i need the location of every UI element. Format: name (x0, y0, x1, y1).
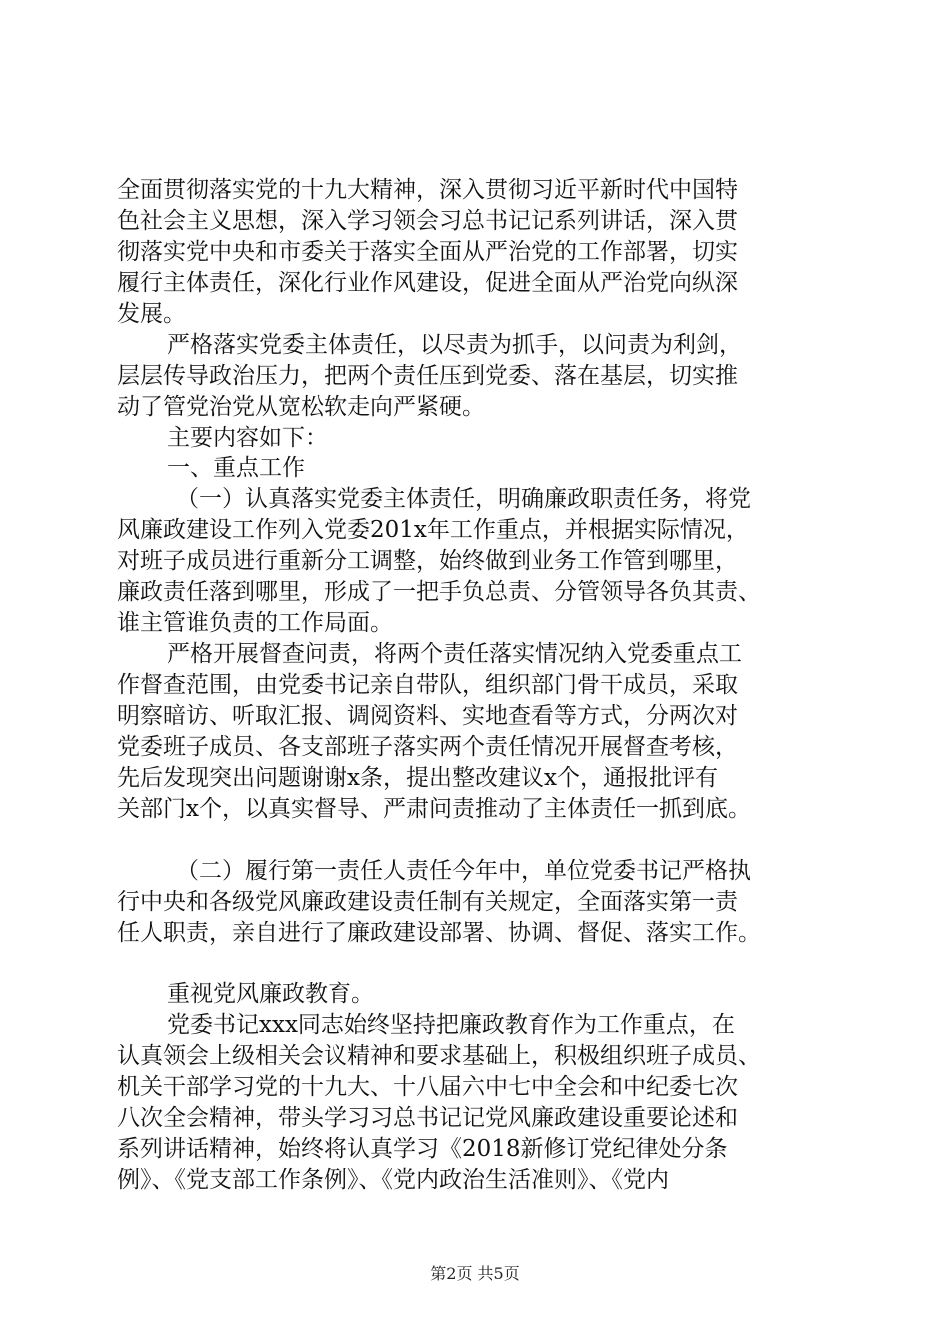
paragraph-line: （二）履行第一责任人责任今年中，单位党委书记严格执 (176, 858, 751, 884)
paragraph-line: 层层传导政治压力，把两个责任压到党委、落在基层，切实推 (117, 363, 738, 389)
section-heading: 一、重点工作 (167, 455, 305, 481)
paragraph-line: 廉政责任落到哪里，形成了一把手负总责、分管领导各负其责、 (117, 579, 761, 605)
page-number: 第2页 共5页 (430, 1264, 520, 1283)
paragraph-line: 发展。 (117, 301, 186, 327)
paragraph-line: 明察暗访、听取汇报、调阅资料、实地查看等方式，分两次对 (117, 703, 738, 729)
paragraph-line: 严格开展督查问责，将两个责任落实情况纳入党委重点工 (167, 641, 742, 667)
paragraph-line: 履行主体责任，深化行业作风建设，促进全面从严治党向纵深 (117, 270, 738, 296)
paragraph-line: 动了管党治党从宽松软走向严紧硬。 (117, 394, 485, 420)
paragraph-line: 认真领会上级相关会议精神和要求基础上，积极组织班子成员、 (117, 1043, 761, 1069)
paragraph-line: 对班子成员进行重新分工调整，始终做到业务工作管到哪里， (117, 548, 738, 574)
paragraph-line: 彻落实党中央和市委关于落实全面从严治党的工作部署，切实 (117, 239, 738, 265)
paragraph-line: 主要内容如下： (167, 425, 328, 451)
paragraph-line: 关部门x个，以真实督导、严肃问责推动了主体责任一抓到底。 (117, 796, 751, 822)
paragraph-line: 先后发现突出问题谢谢x条，提出整改建议x个，通报批评有 (117, 765, 718, 791)
paragraph-line: 风廉政建设工作列入党委201x年工作重点，并根据实际情况， (117, 517, 749, 543)
paragraph-line: 八次全会精神，带头学习习总书记记党风廉政建设重要论述和 (117, 1105, 738, 1131)
paragraph-line: 作督查范围，由党委书记亲自带队，组织部门骨干成员，采取 (117, 672, 738, 698)
paragraph-line: 行中央和各级党风廉政建设责任制有关规定，全面落实第一责 (117, 889, 738, 915)
paragraph-line: 系列讲话精神，始终将认真学习《2018新修订党纪律处分条 (117, 1136, 728, 1162)
paragraph-line: 全面贯彻落实党的十九大精神，深入贯彻习近平新时代中国特 (117, 177, 738, 203)
paragraph-line: 机关干部学习党的十九大、十八届六中七中全会和中纪委七次 (117, 1074, 738, 1100)
paragraph-line: 党委书记xxx同志始终坚持把廉政教育作为工作重点，在 (167, 1012, 735, 1038)
paragraph-line: 任人职责，亲自进行了廉政建设部署、协调、督促、落实工作。 (117, 920, 761, 946)
paragraph-line: 谁主管谁负责的工作局面。 (117, 610, 393, 636)
paragraph-line: 色社会主义思想，深入学习领会习总书记记系列讲话，深入贯 (117, 208, 738, 234)
paragraph-line: 严格落实党委主体责任，以尽责为抓手，以问责为利剑， (167, 332, 742, 358)
paragraph-line: （一）认真落实党委主体责任，明确廉政职责任务，将党 (176, 486, 751, 512)
paragraph-line: 党委班子成员、各支部班子落实两个责任情况开展督查考核， (117, 734, 738, 760)
paragraph-line: 例》、《党支部工作条例》、《党内政治生活准则》、《党内 (117, 1167, 669, 1193)
section-heading: 重视党风廉政教育。 (167, 981, 374, 1007)
